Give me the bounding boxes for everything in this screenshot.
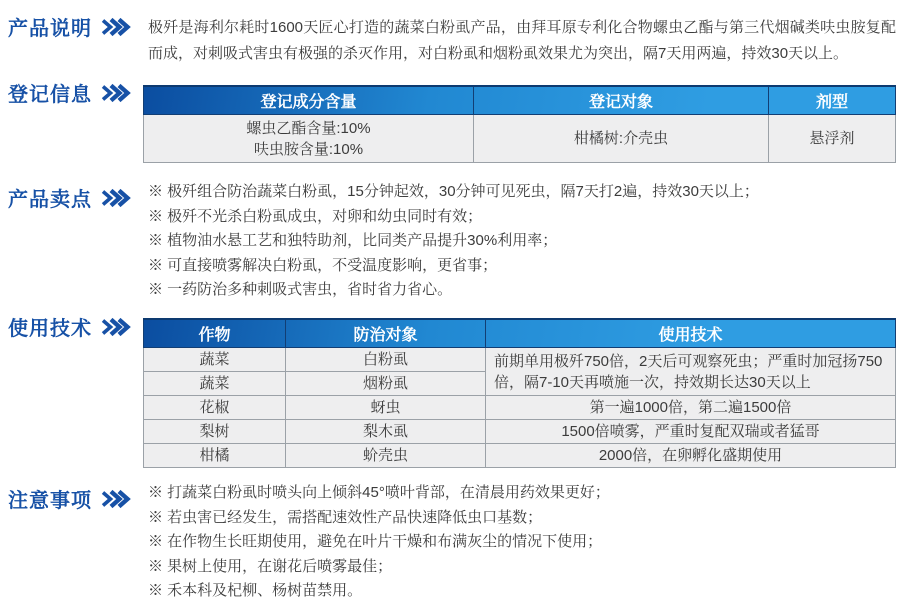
- precaution-item: ※ 打蔬菜白粉虱时喷头向上倾斜45°喷叶背部，在清晨用药效果更好；: [148, 484, 610, 501]
- section-title-precautions: [8, 484, 131, 513]
- cell-crop: 花椒: [144, 396, 286, 420]
- cell-technique: 1500倍喷雾，严重时复配双瑞或者猛哥: [486, 420, 896, 444]
- cell-technique: 第一遍1000倍，第二遍1500倍: [486, 396, 896, 420]
- cell-target: 柑橘树:介壳虫: [474, 115, 769, 163]
- column-header-technique: 使用技术: [486, 319, 896, 348]
- column-header-formulation: 剂型: [769, 86, 896, 115]
- cell-ingredients: [144, 115, 474, 163]
- usage-table-row: [144, 348, 896, 372]
- column-header-crop: 作物: [144, 319, 286, 348]
- ingredient-line: 呋虫胺含量:10%: [253, 140, 364, 158]
- cell-crop: 柑橘: [144, 444, 286, 468]
- section-title-registration-info: [8, 78, 131, 107]
- cell-technique-merged: 前期单用极歼750倍，2天后可观察死虫；严重时加冠扬750倍，隔7-10天再喷施一次，持效期长达30天以上: [486, 348, 896, 396]
- triple-chevron-icon: [101, 489, 131, 509]
- cell-formulation: 悬浮剂: [769, 115, 896, 163]
- triple-chevron-icon: [101, 83, 131, 103]
- section-title-product-description: [8, 12, 131, 41]
- triple-chevron-icon: [101, 317, 131, 337]
- cell-pest: 白粉虱: [286, 348, 486, 372]
- section-title-label: 产品说明: [8, 18, 92, 40]
- usage-table-row: [144, 420, 896, 444]
- section-title-label: 注意事项: [8, 490, 92, 512]
- section-title-label: 产品卖点: [8, 189, 92, 211]
- triple-chevron-icon: [101, 188, 131, 208]
- selling-point-item: ※ 极歼不光杀白粉虱成虫，对卵和幼虫同时有效；: [148, 207, 483, 225]
- cell-pest: 烟粉虱: [286, 372, 486, 396]
- registration-table-header-row: [144, 86, 896, 115]
- registration-table: [143, 85, 896, 163]
- cell-crop: 蔬菜: [144, 372, 286, 396]
- column-header-pest: 防治对象: [286, 319, 486, 348]
- cell-technique: 2000倍，在卵孵化盛期使用: [486, 444, 896, 468]
- section-title-selling-points: [8, 183, 131, 212]
- triple-chevron-icon: [101, 17, 131, 37]
- precautions-list: [148, 481, 908, 604]
- section-title-usage-technique: [8, 312, 131, 341]
- usage-table-row: [144, 396, 896, 420]
- cell-pest: 蚧壳虫: [286, 444, 486, 468]
- section-title-label: 登记信息: [8, 84, 92, 106]
- product-description-text: 极歼是海利尔耗时1600天匠心打造的蔬菜白粉虱产品，由拜耳原专利化合物螺虫乙酯与第三代烟碱类呋虫胺复配而成，对刺吸式害虫有极强的杀灭作用，对白粉虱和烟粉虱效果尤为突出，隔7天用两遍，持效30天以上。: [148, 19, 896, 62]
- precaution-item: ※ 在作物生长旺期使用，避免在叶片干燥和布满灰尘的情况下使用；: [148, 533, 603, 550]
- registration-table-row: [144, 115, 896, 163]
- column-header-ingredients: 登记成分含量: [144, 86, 474, 115]
- selling-point-item: ※ 植物油水悬工艺和独特助剂，比同类产品提升30%利用率；: [148, 232, 558, 249]
- usage-table-row: [144, 444, 896, 468]
- precaution-item: ※ 若虫害已经发生，需搭配速效性产品快速降低虫口基数；: [148, 508, 543, 526]
- ingredient-line: 螺虫乙酯含量:10%: [246, 119, 371, 137]
- usage-table-header-row: [144, 319, 896, 348]
- selling-point-item: ※ 极歼组合防治蔬菜白粉虱，15分钟起效，30分钟可见死虫，隔7天打2遍，持效30天以上；: [148, 183, 759, 200]
- selling-point-item: ※ 一药防治多种刺吸式害虫，省时省力省心。: [148, 281, 453, 298]
- cell-pest: 梨木虱: [286, 420, 486, 444]
- usage-technique-table: [143, 318, 896, 468]
- cell-pest: 蚜虫: [286, 396, 486, 420]
- precaution-item: ※ 果树上使用，在谢花后喷雾最佳；: [148, 557, 393, 575]
- section-title-label: 使用技术: [8, 318, 92, 340]
- cell-crop: 蔬菜: [144, 348, 286, 372]
- selling-points-list: [148, 180, 908, 303]
- cell-crop: 梨树: [144, 420, 286, 444]
- precaution-item: ※ 禾本科及杞柳、杨树苗禁用。: [148, 582, 363, 599]
- selling-point-item: ※ 可直接喷雾解决白粉虱，不受温度影响，更省事；: [148, 256, 498, 274]
- column-header-target: 登记对象: [474, 86, 769, 115]
